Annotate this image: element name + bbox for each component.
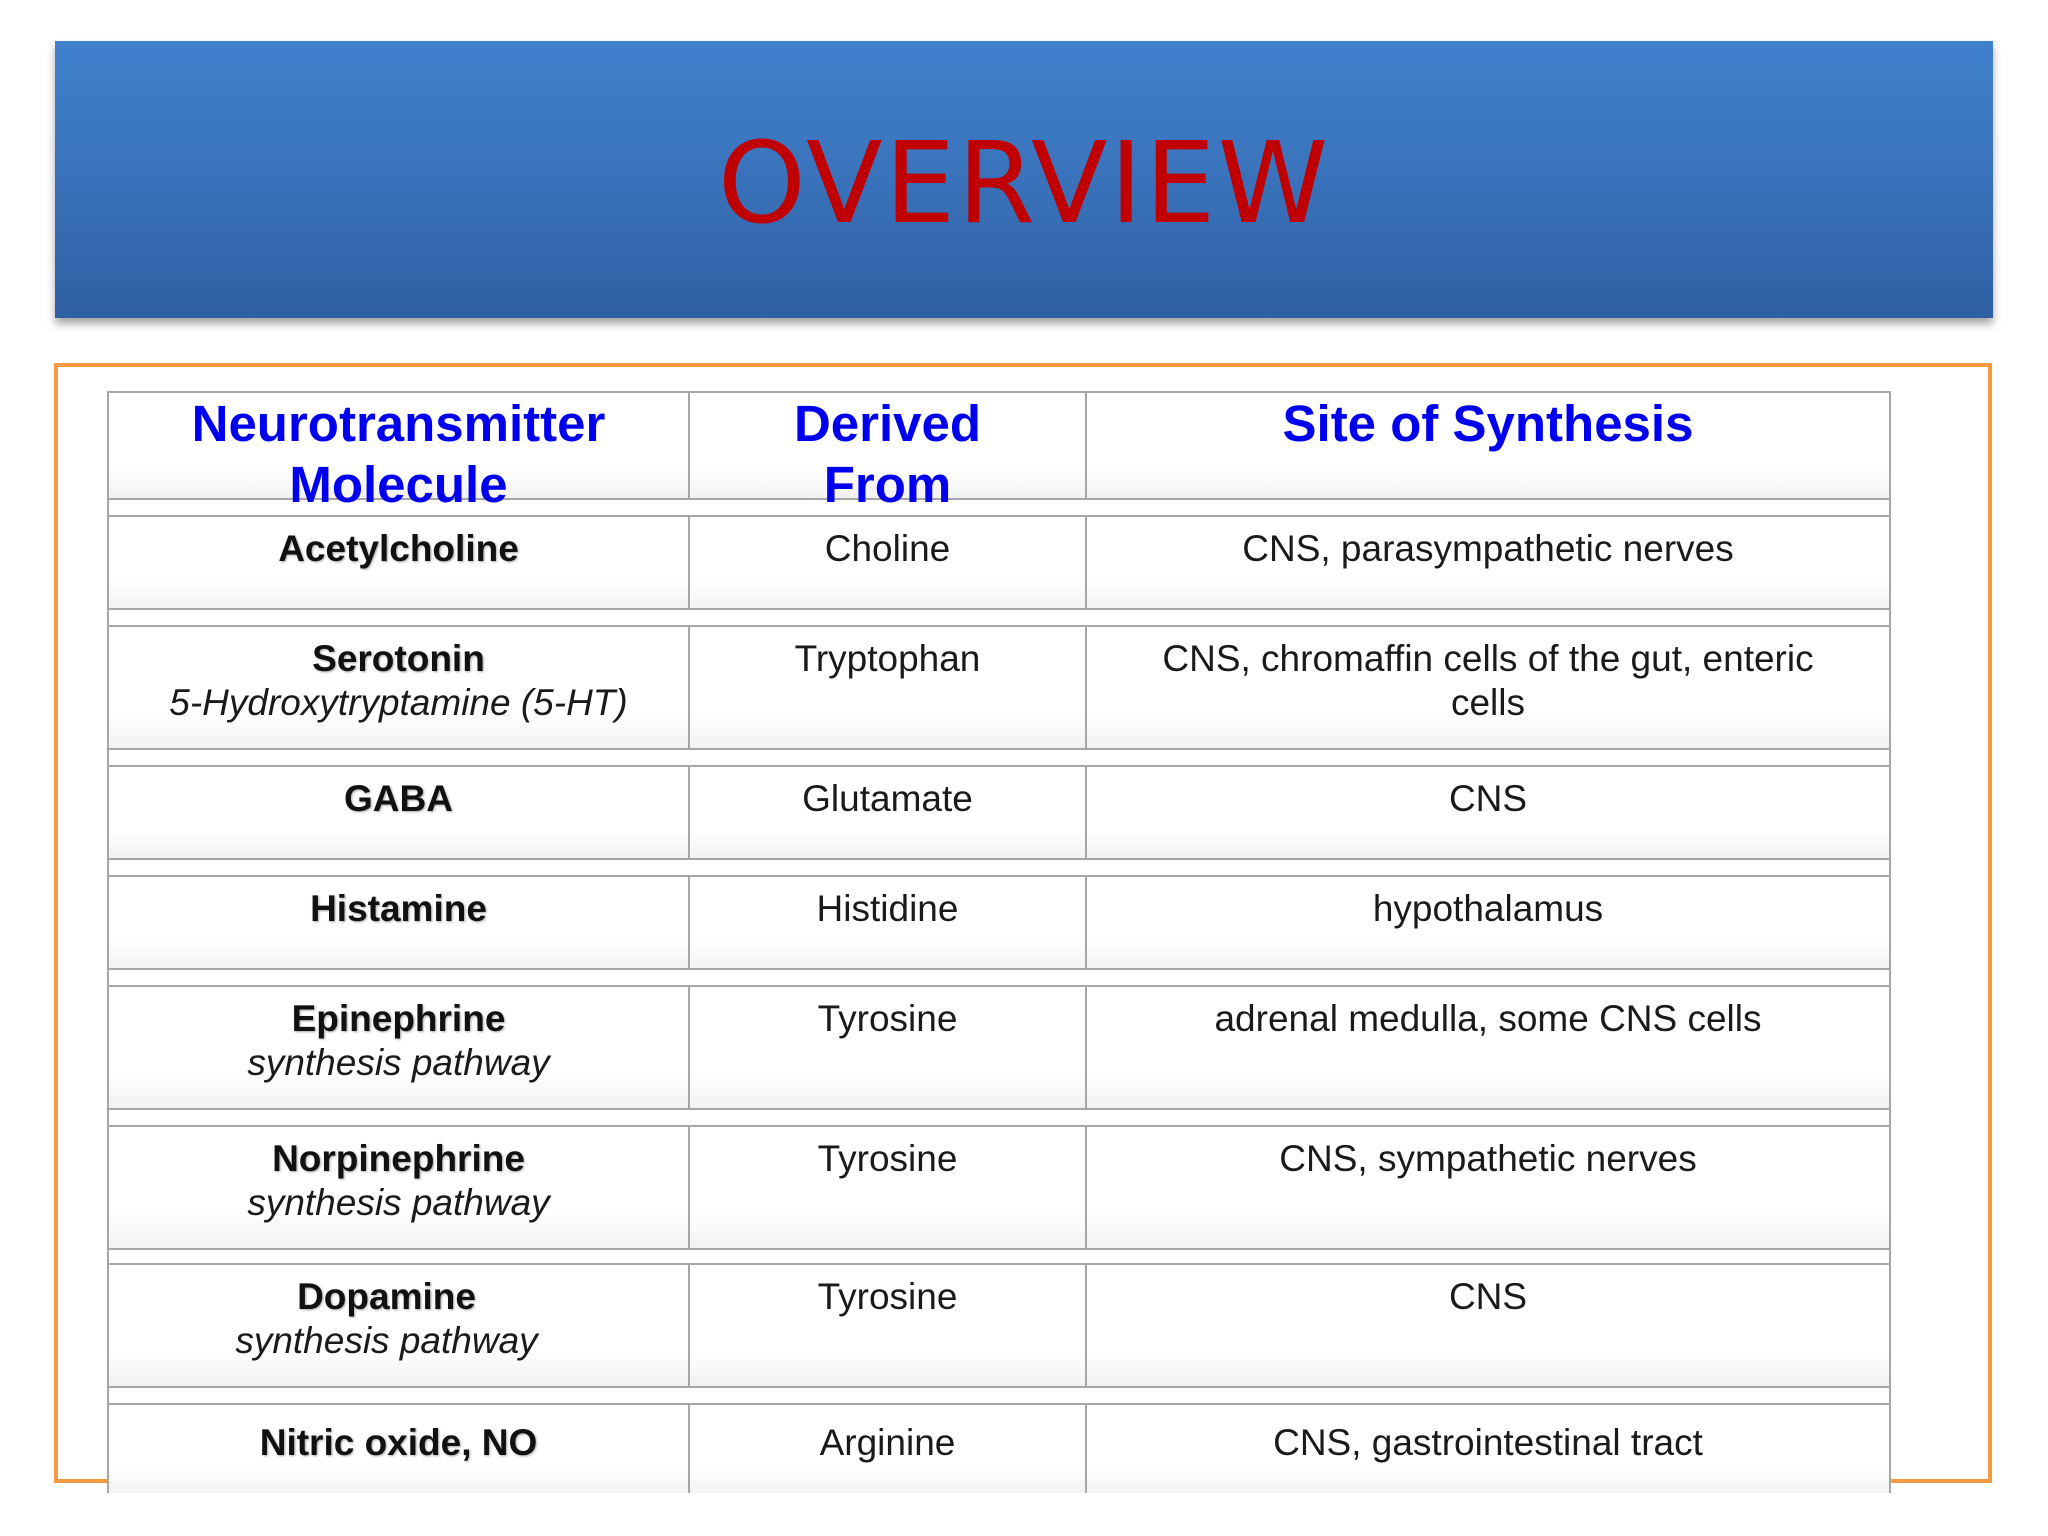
- table-row: [109, 625, 1889, 750]
- molecule-subtitle: synthesis pathway: [247, 1042, 550, 1083]
- table-header-row: [109, 393, 1889, 513]
- derived-cell: Choline: [690, 517, 1087, 608]
- molecule-name: Epinephrine: [291, 998, 506, 1039]
- header-site-of-synthesis: [1087, 393, 1889, 498]
- molecule-cell: [109, 1127, 690, 1248]
- derived-cell: Tyrosine: [690, 1127, 1087, 1248]
- molecule-cell: [109, 627, 690, 748]
- molecule-cell: [109, 1405, 690, 1493]
- molecule-name: Nitric oxide, NO: [259, 1422, 538, 1463]
- derived-cell: Arginine: [690, 1405, 1087, 1493]
- site-cell: hypothalamus: [1372, 888, 1604, 929]
- site-cell: adrenal medulla, some CNS cells: [1214, 998, 1762, 1039]
- header-col1-line2: Molecule: [289, 456, 508, 513]
- site-cell: CNS, gastrointestinal tract: [1273, 1422, 1703, 1463]
- molecule-cell: [109, 877, 690, 968]
- molecule-name: GABA: [344, 778, 453, 819]
- molecule-cell: [109, 987, 690, 1108]
- header-col2-line1: Derived: [793, 395, 982, 452]
- derived-cell: Glutamate: [690, 767, 1087, 858]
- table-row: [109, 985, 1889, 1110]
- title-banner: [55, 41, 1993, 318]
- table-row: [109, 1263, 1889, 1388]
- table-row: [109, 875, 1889, 970]
- site-cell: CNS, sympathetic nerves: [1279, 1138, 1697, 1179]
- molecule-subtitle: 5-Hydroxytryptamine (5-HT): [169, 682, 628, 723]
- molecule-name: Acetylcholine: [278, 528, 519, 569]
- molecule-subtitle: synthesis pathway: [235, 1320, 538, 1361]
- derived-cell: Tryptophan: [690, 627, 1087, 748]
- molecule-cell: [109, 1265, 690, 1386]
- site-cell: CNS, chromaffin cells of the gut, enteric cells: [1162, 638, 1814, 723]
- molecule-name: Dopamine: [297, 1276, 476, 1317]
- derived-cell: Tyrosine: [690, 1265, 1087, 1386]
- molecule-cell: [109, 767, 690, 858]
- table-row: [109, 515, 1889, 610]
- site-cell: CNS: [1448, 1276, 1528, 1317]
- slide-title: OVERVIEW: [717, 118, 1331, 249]
- header-derived-from: [690, 393, 1087, 513]
- derived-cell: Tyrosine: [690, 987, 1087, 1108]
- molecule-name: Histamine: [310, 888, 487, 929]
- molecule-cell: [109, 517, 690, 608]
- neurotransmitter-table: [107, 391, 1891, 1493]
- site-cell: CNS: [1448, 778, 1528, 819]
- header-neurotransmitter-molecule: [109, 393, 690, 513]
- molecule-name: Serotonin: [312, 638, 485, 679]
- molecule-name: Norpinephrine: [272, 1138, 525, 1179]
- site-cell: CNS, parasympathetic nerves: [1242, 528, 1734, 569]
- header-col2-line2: From: [823, 456, 952, 513]
- table-row: [109, 765, 1889, 860]
- derived-cell: Histidine: [690, 877, 1087, 968]
- header-col1-line1: Neurotransmitter: [191, 395, 606, 452]
- header-col3: Site of Synthesis: [1282, 395, 1694, 452]
- molecule-subtitle: synthesis pathway: [247, 1182, 550, 1223]
- table-row: [109, 1125, 1889, 1250]
- table-row: [109, 1403, 1889, 1493]
